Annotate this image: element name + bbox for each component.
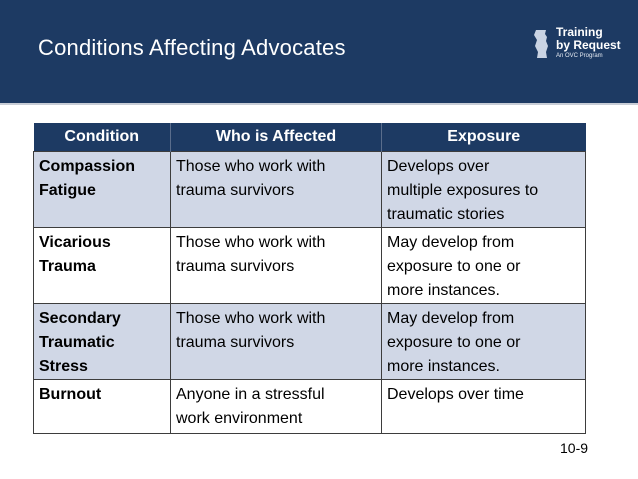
slide-page-number: 10-9 — [560, 440, 589, 456]
cell-line: May develop from — [387, 310, 515, 327]
cell-line: exposure to one or — [387, 334, 521, 351]
cell-line: more instances. — [387, 282, 500, 299]
cell-who-is-affected — [171, 152, 382, 228]
cell-line: trauma survivors — [176, 334, 295, 351]
cell-line: Anyone in a stressful — [176, 386, 325, 403]
cell-line: work environment — [176, 410, 303, 427]
cell-who-is-affected — [171, 228, 382, 304]
training-by-request-logo — [532, 22, 632, 68]
cell-line: Those who work with — [176, 310, 326, 327]
table-row-vicarious-trauma — [34, 228, 586, 304]
cell-line: Burnout — [39, 386, 102, 403]
logo-text-line1: Training — [556, 25, 603, 39]
cell-exposure — [382, 152, 586, 228]
cell-line: multiple exposures to — [387, 182, 539, 199]
cell-exposure — [382, 380, 586, 434]
cell-line: Traumatic — [39, 334, 115, 351]
cell-line: Fatigue — [39, 182, 96, 199]
cell-who-is-affected — [171, 380, 382, 434]
cell-exposure — [382, 228, 586, 304]
cell-condition — [34, 380, 171, 434]
cell-condition — [34, 228, 171, 304]
cell-line: traumatic stories — [387, 206, 505, 223]
cell-who-is-affected — [171, 304, 382, 380]
cell-line: Those who work with — [176, 158, 326, 175]
column-header-who-is-affected: Who is Affected — [171, 123, 382, 152]
logo-text-line2: by Request — [556, 38, 621, 52]
column-header-exposure: Exposure — [382, 123, 586, 152]
cell-line: Develops over — [387, 158, 490, 175]
cell-line: Compassion — [39, 158, 136, 175]
logo-subtitle: An OVC Program — [556, 53, 603, 59]
cell-line: Develops over time — [387, 386, 524, 403]
cell-line: Secondary — [39, 310, 121, 327]
cell-line: trauma survivors — [176, 182, 295, 199]
table-row-burnout — [34, 380, 586, 434]
cell-line: Stress — [39, 358, 88, 375]
cell-condition — [34, 152, 171, 228]
slide-title: Conditions Affecting Advocates — [38, 35, 346, 60]
conditions-table — [33, 123, 586, 434]
cell-line: Those who work with — [176, 234, 326, 251]
cell-line: more instances. — [387, 358, 500, 375]
cell-condition — [34, 304, 171, 380]
cell-line: exposure to one or — [387, 258, 521, 275]
cell-exposure — [382, 304, 586, 380]
cell-line: May develop from — [387, 234, 515, 251]
table-row-secondary-traumatic-stress — [34, 304, 586, 380]
table-header-row — [34, 123, 586, 152]
table-row-compassion-fatigue — [34, 152, 586, 228]
title-bar — [0, 0, 638, 103]
column-header-condition: Condition — [34, 123, 171, 152]
logo-mark-icon — [532, 28, 550, 60]
cell-line: Trauma — [39, 258, 96, 275]
cell-line: Vicarious — [39, 234, 111, 251]
cell-line: trauma survivors — [176, 258, 295, 275]
header-divider — [0, 103, 638, 105]
